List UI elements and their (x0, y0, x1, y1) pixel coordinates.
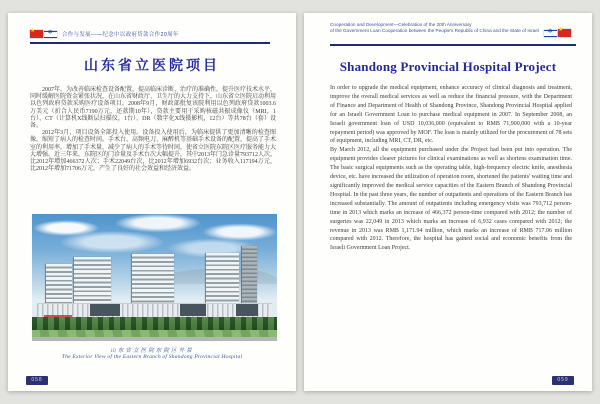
header-line-2: of the Government Loan Cooperation between the People's Republic of China and the State of Israel (330, 27, 539, 33)
israel-flag-icon (544, 30, 557, 37)
right-header-flags (544, 24, 572, 42)
hospital-photo (32, 214, 277, 341)
photo-glass-section (236, 304, 258, 316)
page-title-en: Shandong Provincial Hospital Project (339, 59, 557, 74)
paragraph-en-1: In order to upgrade the medical equipment, enhance accuracy of clinical diagnosis and treatment, improve the overall medical services as well as reduce the financial pressure, with the Department of Finance and Department of Health of Shandong Province, Shandong Provincial Hospital applied for an Israeli Government Loan to purchase medical equipment in 2007. In September 2008, an Israeli government loan of USD 10,036,000 (equivalent to RMB 71,900,000 with a 10-year repayment period) was approved by MOF. The loan is mainly utilized for the procurement of 78 sets of equipment, including MRI, CT, DR, etc. (330, 85, 572, 145)
photo-glass-section (90, 304, 120, 316)
paragraph-zh-2: 2012年3月，项目设备全部投入使用。设备投入使用后，为临床提供了更加清晰的检查图像，缩短了病人的检查时间。手术台、高频电刀、麻醉机等基础手术设备的配置，提高了手术室的利用率，增加了手术量，减少了病人的手术等待时间，使省立医院东院区医疗服务能力大大增强。近三年来，东院区的门诊量及手术台次大幅提升，其中2013年门急诊量793712人次，比2012年增加466372人次；手术22049台次，比2012年增加6932台次；业务收入117194万元，比2012年增加71706万元，产生了良好的社会效益和经济效益。 (30, 130, 277, 173)
body-text-zh (30, 87, 276, 173)
photo-caption-en: The Exterior View of the Eastern Branch of Shandong Provincial Hospital (61, 354, 243, 360)
right-page (304, 13, 592, 391)
china-flag-icon (558, 29, 571, 37)
header-line-1: Cooperation and Development—Celebration of the 20th Anniversary (330, 22, 472, 27)
china-star-glyph: ★ (30, 28, 36, 35)
left-page (8, 13, 296, 391)
header-motto-zh: 合作与发展——纪念中以政府贷款合作20周年 (62, 32, 179, 39)
right-page-header (330, 22, 542, 33)
header-rule (30, 42, 270, 44)
photo-tower-5 (241, 246, 257, 308)
photo-glass-section (180, 304, 206, 316)
photo-caption-zh: 山东省立医院东院区外景 (110, 348, 194, 354)
page-title-zh: 山东省立医院项目 (84, 59, 220, 74)
photo-tower-2 (73, 257, 111, 309)
page-number-badge: 059 (552, 376, 574, 385)
photo-tower-3 (131, 254, 174, 309)
israel-flag-icon (44, 31, 57, 38)
photo-tree-row (32, 317, 277, 331)
star-of-david-glyph: ✡ (47, 30, 53, 37)
header-rule (330, 44, 576, 46)
page-number-badge: 058 (26, 376, 48, 385)
star-of-david-glyph: ✡ (547, 29, 553, 36)
body-text-en (330, 84, 572, 253)
photo-road (32, 337, 277, 342)
paragraph-zh-1: 2007年，为改善临床检查设备配置，提高临床诊断、治疗的准确性，提升医疗技术水平，同时缓解医院资金紧张状况，在山东省财政厅、卫生厅的大力支持下，山东省立医院启动利用以色列政府贷款采购医疗设备项目。2008年9月，财政部批复该院利用以色列政府贷款1003.6万美元（折合人民币7190万元，还款期10年），贷款主要用于采购核磁共振成像仪（MRI，1台）、CT（计算机X线断层扫描仪，1台）、DR（数字化X线摄影机，12台）等共78台（套）设备。 (30, 87, 277, 130)
china-flag-icon (30, 30, 43, 38)
paragraph-en-2: By March 2012, all the equipment purchased under the Project had been put into operation. The equipment provides clearer pictures for clinical examinations as well as shortens examination time. The basic surgical equipments such as the operating table, high-frequency electric knife, anesthesia device, etc. have increased the utilization of operation room, shortened the patients' waiting time and significantly improved the medical service capacities of the Eastern Branch of Shandong Provincial Hospital. In the past three years, the number of outpatients and operations of the Eastern Branch has increased substantially. The amount of outpatients including emergency visits was 793,712 person-time in 2013 which marks an increase of 466,372 person-time compared with 2012; the number of surgeries was 22,049 in 2013 which marks an increase of 6,932 cases compared with 2012; the revenue in 2013 was RMB 1,171.94 million, which marks an increase of RMB 717.06 million compared with 2012. Therefore, the hospital has gained social and economic benefits from the Israeli Government Loan Project. (330, 147, 572, 252)
photo-tower-4 (205, 253, 239, 309)
china-star-glyph: ★ (558, 27, 564, 34)
